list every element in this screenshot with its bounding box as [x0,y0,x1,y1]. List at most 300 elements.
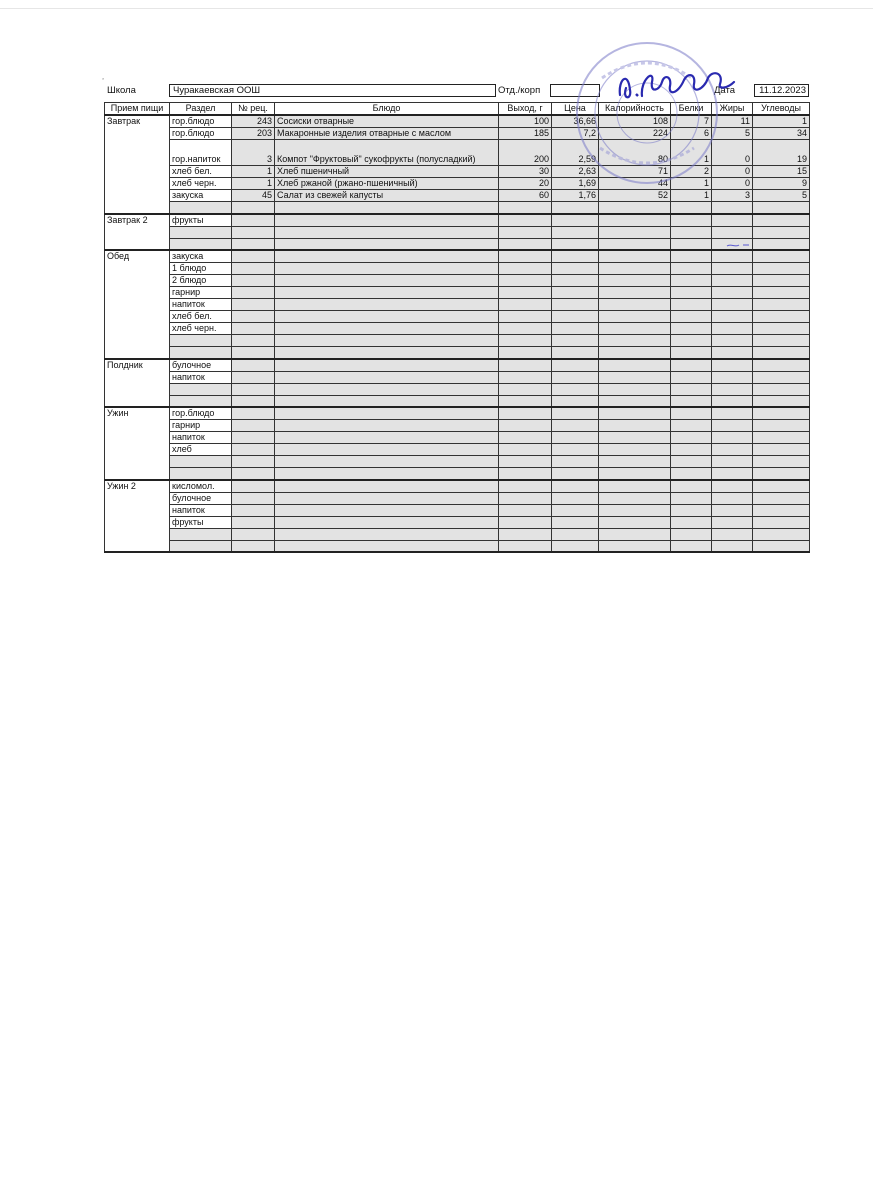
cell-yield [499,323,552,335]
cell-section: булочное [170,359,232,372]
cell-calories [599,432,671,444]
cell-fat [712,395,753,407]
cell-calories [599,359,671,372]
meal-cell [105,516,170,528]
cell-calories: 224 [599,128,671,140]
meal-cell [105,128,170,140]
cell-yield [499,492,552,504]
cell-section: хлеб черн. [170,178,232,190]
cell-yield: 60 [499,190,552,202]
cell-calories: 52 [599,190,671,202]
cell-price [552,492,599,504]
cell-section [170,238,232,250]
cell-section: 2 блюдо [170,275,232,287]
cell-calories [599,214,671,227]
cell-price [552,287,599,299]
cell-calories [599,420,671,432]
cell-carbs [753,323,810,335]
cell-yield [499,299,552,311]
cell-fat [712,226,753,238]
cell-protein [671,504,712,516]
cell-protein [671,407,712,420]
cell-dish [275,504,499,516]
cell-carbs [753,226,810,238]
cell-section: напиток [170,371,232,383]
cell-carbs [753,492,810,504]
table-row [105,347,810,359]
cell-carbs: 34 [753,128,810,140]
cell-yield [499,407,552,420]
cell-recipe [232,504,275,516]
table-row [105,432,810,444]
cell-dish [275,371,499,383]
cell-fat [712,468,753,480]
cell-section [170,468,232,480]
cell-price [552,323,599,335]
cell-protein [671,226,712,238]
cell-fat: 5 [712,128,753,140]
cell-calories [599,480,671,493]
cell-calories [599,335,671,347]
dept-field [550,84,600,97]
cell-price [552,250,599,263]
cell-calories [599,516,671,528]
table-row [105,275,810,287]
cell-dish [275,311,499,323]
cell-section: напиток [170,299,232,311]
table-row [105,190,810,202]
cell-recipe [232,407,275,420]
cell-carbs [753,335,810,347]
cell-recipe [232,287,275,299]
cell-recipe [232,456,275,468]
cell-yield [499,335,552,347]
meal-cell [105,432,170,444]
col-header-fat: Жиры [712,103,753,116]
col-header-calories: Калорийность [599,103,671,116]
cell-calories [599,540,671,552]
cell-dish [275,214,499,227]
cell-dish: Компот "Фруктовый" сукофрукты (полусладкий) [275,140,499,166]
cell-section: кисломол. [170,480,232,493]
meal-cell [105,299,170,311]
cell-price [552,299,599,311]
cell-price [552,480,599,493]
cell-dish [275,263,499,275]
cell-yield [499,214,552,227]
cell-protein: 2 [671,166,712,178]
meal-cell [105,202,170,214]
cell-carbs [753,528,810,540]
cell-recipe [232,420,275,432]
table-row [105,238,810,250]
cell-price [552,540,599,552]
cell-recipe [232,432,275,444]
cell-section: 1 блюдо [170,263,232,275]
cell-protein [671,263,712,275]
meal-cell [105,226,170,238]
cell-yield [499,250,552,263]
cell-price [552,383,599,395]
meal-name: Полдник [105,359,170,372]
cell-section: закуска [170,250,232,263]
table-row [105,359,810,372]
meal-cell [105,504,170,516]
cell-carbs [753,456,810,468]
table-row [105,456,810,468]
cell-calories: 80 [599,140,671,166]
cell-price [552,275,599,287]
cell-dish: Хлеб пшеничный [275,166,499,178]
cell-protein [671,492,712,504]
cell-carbs: 19 [753,140,810,166]
cell-yield: 100 [499,115,552,128]
cell-section: гарнир [170,287,232,299]
cell-protein [671,238,712,250]
cell-calories [599,468,671,480]
cell-protein [671,516,712,528]
meal-cell [105,190,170,202]
cell-recipe [232,311,275,323]
cell-fat [712,214,753,227]
cell-protein [671,287,712,299]
cell-recipe: 45 [232,190,275,202]
cell-calories [599,371,671,383]
cell-yield [499,287,552,299]
cell-price [552,311,599,323]
cell-price [552,335,599,347]
cell-recipe [232,214,275,227]
meal-cell [105,238,170,250]
cell-price [552,263,599,275]
date-field: 11.12.2023 [754,84,809,97]
meal-name: Обед [105,250,170,263]
cell-yield [499,371,552,383]
cell-price [552,359,599,372]
cell-protein [671,456,712,468]
cell-price [552,238,599,250]
cell-protein [671,383,712,395]
meal-cell [105,263,170,275]
cell-dish [275,456,499,468]
cell-protein [671,323,712,335]
cell-fat [712,347,753,359]
cell-yield: 30 [499,166,552,178]
cell-protein: 1 [671,140,712,166]
table-row [105,115,810,128]
cell-yield [499,444,552,456]
cell-recipe [232,383,275,395]
cell-fat: 0 [712,140,753,166]
cell-dish [275,359,499,372]
cell-recipe: 1 [232,166,275,178]
cell-section: гор.блюдо [170,407,232,420]
cell-price [552,432,599,444]
cell-carbs: 1 [753,115,810,128]
cell-yield [499,504,552,516]
cell-protein: 1 [671,178,712,190]
meal-cell [105,275,170,287]
cell-dish [275,226,499,238]
cell-price: 2,63 [552,166,599,178]
cell-recipe [232,540,275,552]
cell-section [170,347,232,359]
cell-price: 7,2 [552,128,599,140]
cell-fat [712,504,753,516]
meal-cell [105,371,170,383]
cell-carbs [753,311,810,323]
table-row [105,299,810,311]
cell-calories [599,347,671,359]
cell-protein [671,420,712,432]
meal-cell [105,383,170,395]
meal-cell [105,456,170,468]
cell-calories [599,528,671,540]
meal-cell [105,347,170,359]
cell-fat [712,444,753,456]
cell-fat [712,275,753,287]
cell-carbs [753,383,810,395]
cell-protein: 1 [671,190,712,202]
cell-calories [599,238,671,250]
cell-section [170,335,232,347]
table-row [105,420,810,432]
cell-protein [671,480,712,493]
cell-dish [275,540,499,552]
col-header-protein: Белки [671,103,712,116]
cell-dish [275,468,499,480]
cell-calories [599,250,671,263]
cell-carbs [753,275,810,287]
cell-price: 1,76 [552,190,599,202]
cell-yield [499,480,552,493]
col-header-price: Цена [552,103,599,116]
cell-fat [712,528,753,540]
cell-dish [275,275,499,287]
cell-section: напиток [170,504,232,516]
cell-recipe: 203 [232,128,275,140]
cell-fat: 3 [712,190,753,202]
cell-protein [671,468,712,480]
cell-recipe [232,238,275,250]
cell-recipe [232,275,275,287]
cell-calories [599,444,671,456]
cell-price: 36,66 [552,115,599,128]
cell-yield: 200 [499,140,552,166]
cell-price: 2,59 [552,140,599,166]
cell-price [552,420,599,432]
cell-fat: 11 [712,115,753,128]
cell-fat [712,371,753,383]
table-row [105,371,810,383]
cell-dish [275,335,499,347]
col-header-meal: Прием пищи [105,103,170,116]
cell-recipe: 1 [232,178,275,190]
table-row [105,311,810,323]
cell-yield [499,238,552,250]
cell-yield [499,468,552,480]
school-name-field: Чуракаевская ООШ [169,84,496,97]
cell-calories [599,395,671,407]
dept-label: Отд./корп [498,85,541,96]
cell-fat [712,202,753,214]
cell-recipe [232,395,275,407]
cell-yield [499,383,552,395]
cell-recipe [232,347,275,359]
cell-dish [275,202,499,214]
cell-dish [275,323,499,335]
cell-carbs [753,214,810,227]
cell-fat [712,323,753,335]
cell-recipe [232,492,275,504]
cell-protein [671,540,712,552]
cell-section: булочное [170,492,232,504]
cell-protein [671,395,712,407]
cell-fat [712,287,753,299]
table-row [105,166,810,178]
cell-section: хлеб черн. [170,323,232,335]
table-row [105,395,810,407]
col-header-yield: Выход, г [499,103,552,116]
cell-recipe [232,480,275,493]
cell-price [552,444,599,456]
cell-fat [712,359,753,372]
cell-calories [599,492,671,504]
table-row [105,528,810,540]
cell-section: хлеб бел. [170,166,232,178]
meal-cell [105,311,170,323]
cell-dish [275,420,499,432]
cell-yield [499,275,552,287]
table-row [105,323,810,335]
cell-dish [275,395,499,407]
cell-calories [599,407,671,420]
cell-recipe [232,371,275,383]
meal-cell [105,395,170,407]
meal-cell [105,166,170,178]
col-header-recipe: № рец. [232,103,275,116]
cell-calories: 71 [599,166,671,178]
cell-recipe [232,468,275,480]
cell-fat [712,407,753,420]
table-row [105,468,810,480]
school-label: Школа [107,85,136,96]
cell-carbs [753,504,810,516]
cell-dish [275,528,499,540]
table-row [105,287,810,299]
cell-carbs [753,359,810,372]
cell-carbs [753,238,810,250]
meal-cell [105,140,170,166]
table-row [105,178,810,190]
cell-carbs: 9 [753,178,810,190]
cell-protein [671,444,712,456]
cell-recipe [232,528,275,540]
meal-cell [105,287,170,299]
cell-price [552,516,599,528]
cell-dish [275,250,499,263]
cell-fat [712,492,753,504]
cell-dish: Хлеб ржаной (ржано-пшеничный) [275,178,499,190]
cell-carbs [753,468,810,480]
cell-recipe [232,263,275,275]
cell-yield [499,528,552,540]
cell-yield: 185 [499,128,552,140]
cell-recipe [232,359,275,372]
cell-price [552,347,599,359]
cell-protein [671,528,712,540]
cell-dish [275,347,499,359]
table-row [105,263,810,275]
cell-carbs [753,432,810,444]
cell-section: гор.блюдо [170,128,232,140]
cell-section: гор.блюдо [170,115,232,128]
cell-calories [599,275,671,287]
cell-price [552,468,599,480]
cell-section: гор.напиток [170,140,232,166]
cell-fat [712,480,753,493]
table-row [105,504,810,516]
meal-cell [105,540,170,552]
menu-table [104,102,810,553]
col-header-dish: Блюдо [275,103,499,116]
cell-calories [599,202,671,214]
meal-name: Ужин 2 [105,480,170,493]
cell-fat [712,456,753,468]
meal-name: Ужин [105,407,170,420]
cell-yield [499,420,552,432]
meal-cell [105,528,170,540]
table-row [105,492,810,504]
cell-recipe: 243 [232,115,275,128]
cell-price [552,407,599,420]
cell-carbs [753,250,810,263]
cell-dish [275,492,499,504]
table-row [105,128,810,140]
cell-carbs [753,480,810,493]
cell-fat: 0 [712,178,753,190]
cell-calories [599,383,671,395]
cell-recipe [232,250,275,263]
cell-recipe [232,444,275,456]
cell-fat [712,311,753,323]
cell-section [170,202,232,214]
corner-mark: ¸ [102,73,105,80]
cell-section [170,540,232,552]
cell-price [552,202,599,214]
cell-carbs [753,263,810,275]
cell-section [170,528,232,540]
cell-yield [499,540,552,552]
cell-fat [712,540,753,552]
cell-dish [275,432,499,444]
cell-fat [712,335,753,347]
cell-carbs [753,202,810,214]
cell-protein [671,311,712,323]
cell-calories [599,226,671,238]
meal-cell [105,178,170,190]
cell-protein [671,202,712,214]
meal-cell [105,444,170,456]
cell-calories: 44 [599,178,671,190]
cell-section [170,383,232,395]
table-row [105,226,810,238]
cell-fat [712,420,753,432]
cell-carbs [753,407,810,420]
cell-yield: 20 [499,178,552,190]
cell-dish [275,238,499,250]
cell-dish [275,383,499,395]
